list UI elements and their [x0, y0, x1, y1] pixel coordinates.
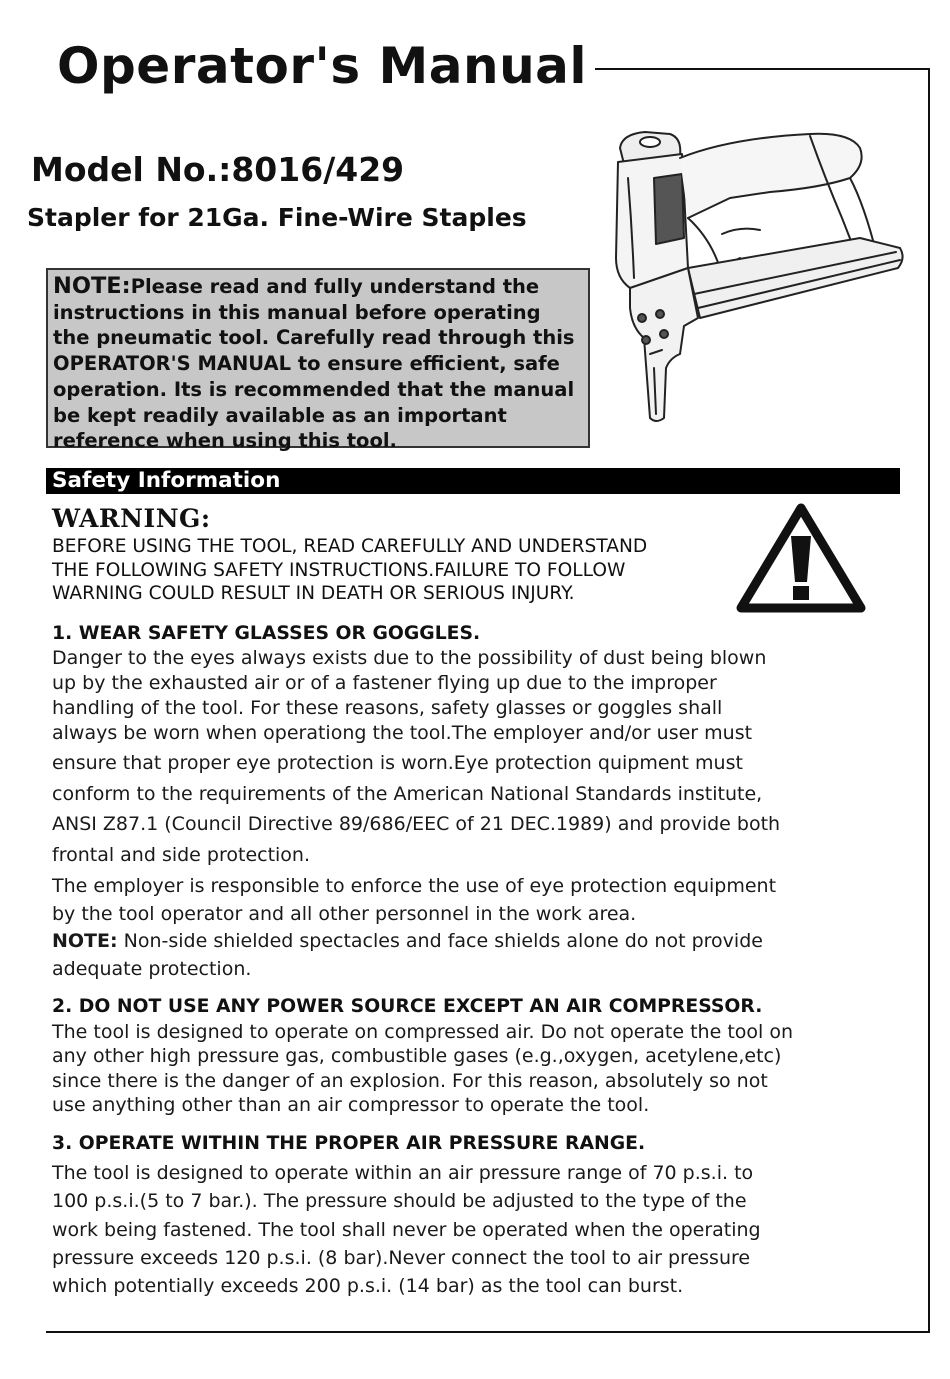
body-line: ensure that proper eye protection is worn.Eye protection quipment must [52, 752, 743, 774]
body-line: conform to the requirements of the American National Standards institute, [52, 782, 763, 805]
note-line: the pneumatic tool. Carefully read through this [53, 326, 575, 350]
section-body [52, 873, 882, 983]
note-line: operation. Its is recommended that the manual [53, 377, 575, 401]
note-line: NOTE:Please read and fully understand the [53, 273, 540, 299]
body-line: The employer is responsible to enforce the use of eye protection equipment [52, 875, 777, 897]
note-lead: NOTE: [53, 273, 131, 299]
body-line: The tool is designed to operate within an air pressure range of 70 p.s.i. to [52, 1162, 754, 1184]
frame-line-right [928, 68, 930, 1333]
model-number: 8016/429 [231, 150, 405, 189]
body-line: by the tool operator and all other personnel in the work area. [52, 902, 637, 925]
section-body [52, 748, 882, 870]
warning-line: WARNING COULD RESULT IN DEATH OR SERIOUS INJURY. [52, 583, 575, 604]
note-line: OPERATOR'S MANUAL to ensure efficient, safe [53, 352, 560, 376]
body-line: 100 p.s.i.(5 to 7 bar.). The pressure should be adjusted to the type of the [52, 1190, 747, 1213]
safety-information-header: Safety Information [46, 468, 900, 494]
frame-line-top [595, 68, 930, 70]
section-heading: 2. DO NOT USE ANY POWER SOURCE EXCEPT AN AIR COMPRESSOR. [52, 996, 763, 1017]
stapler-illustration [610, 118, 910, 428]
model-number-line [31, 150, 404, 189]
note-line: reference when using this tool. [53, 429, 397, 453]
body-line: always be worn when operationg the tool.The employer and/or user must [52, 722, 753, 744]
body-line: The tool is designed to operate on compressed air. Do not operate the tool on [52, 1021, 793, 1043]
note-line: instructions in this manual before operating [53, 300, 541, 324]
page-title: Operator's Manual [57, 37, 588, 95]
section-body [52, 1159, 882, 1300]
warning-line: BEFORE USING THE TOOL, READ CAREFULLY AND UNDERSTAND [52, 536, 648, 557]
warning-text [52, 535, 752, 606]
body-line: ANSI Z87.1 (Council Directive 89/686/EEC of 21 DEC.1989) and provide both [52, 813, 781, 835]
warning-title: WARNING: [52, 504, 211, 533]
body-line: handling of the tool. For these reasons, safety glasses or goggles shall [52, 697, 723, 719]
body-line: pressure exceeds 120 p.s.i. (8 bar).Never connect the tool to air pressure [52, 1246, 751, 1269]
section-heading: 1. WEAR SAFETY GLASSES OR GOGGLES. [52, 623, 481, 644]
body-line: which potentially exceeds 200 p.s.i. (14 bar) as the tool can burst. [52, 1275, 684, 1298]
warning-line: THE FOLLOWING SAFETY INSTRUCTIONS.FAILURE TO FOLLOW [52, 559, 626, 581]
frame-line-bottom [46, 1331, 930, 1333]
warning-triangle-icon [735, 502, 867, 614]
section-heading: 3. OPERATE WITHIN THE PROPER AIR PRESSURE RANGE. [52, 1133, 646, 1154]
body-line: up by the exhausted air or of a fastener flying up due to the improper [52, 672, 717, 694]
body-line: any other high pressure gas, combustible gases (e.g.,oxygen, acetylene,etc) [52, 1045, 782, 1068]
note-label: NOTE: [52, 930, 118, 952]
body-line: Danger to the eyes always exists due to the possibility of dust being blown [52, 647, 767, 669]
body-line: frontal and side protection. [52, 843, 311, 866]
note-paragraph: NOTE: Non-side shielded spectacles and face shields alone do not provide [52, 930, 763, 952]
body-line: since there is the danger of an explosion. For this reason, absolutely so not [52, 1069, 768, 1092]
body-line: adequate protection. [52, 957, 252, 980]
product-subtitle: Stapler for 21Ga. Fine-Wire Staples [27, 203, 527, 232]
note-box [46, 268, 590, 453]
note-line: be kept readily available as an important [53, 403, 507, 427]
body-line: use anything other than an air compressor to operate the tool. [52, 1093, 650, 1116]
section-body [52, 1020, 882, 1117]
section-body [52, 646, 882, 746]
model-label: Model No.: [31, 150, 232, 189]
body-line: work being fastened. The tool shall never be operated when the operating [52, 1218, 761, 1241]
